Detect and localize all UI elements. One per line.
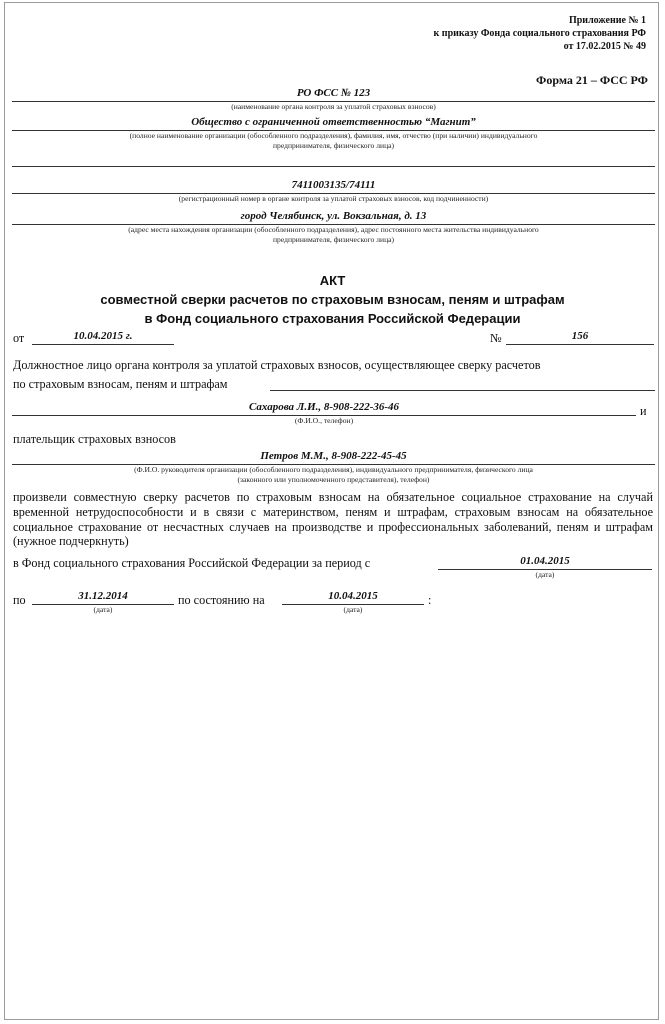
- period-colon: :: [428, 593, 432, 607]
- body-paragraph: произвели совместную сверку расчетов по страховым взносам на обязательное социальное страхование на случай временной нетрудоспособности и в связи с материнством, пеням и штрафам, страховым взносам на обязательное социальное страхование от несчастных случаев на производстве и профессиональных заболеваний, пеням и штрафам (нужное подчеркнуть): [13, 490, 653, 549]
- address-value: город Челябинск, ул. Вокзальная, д. 13: [240, 210, 427, 222]
- act-date-line: [32, 344, 174, 345]
- official-value: Сахарова Л.И., 8-908-222-36-46: [248, 401, 400, 413]
- official-and: и: [640, 404, 647, 418]
- period-from-date: 01.04.2015: [520, 555, 570, 567]
- act-date-value: 10.04.2015 г.: [73, 330, 133, 342]
- official-caption: (Ф.И.О., телефон): [294, 416, 354, 425]
- appendix-number: Приложение № 1: [568, 15, 646, 26]
- payer-caption: [12, 465, 655, 484]
- form-number: Форма 21 – ФСС РФ: [536, 73, 648, 87]
- payer-label: плательщик страховых взносов: [13, 432, 176, 446]
- period-label: в Фонд социального страхования Российской Федерации за период с: [13, 556, 371, 570]
- official-text-line1: Должностное лицо органа контроля за уплатой страховых взносов, осуществляющее сверку расчетов: [13, 358, 541, 372]
- payer-caption-line2: (законного или уполномоченного представителя), телефон): [237, 474, 430, 484]
- official-text-line2: по страховым взносам, пеням и штрафам: [13, 377, 228, 391]
- control-body-value: РО ФСС № 123: [296, 87, 371, 99]
- period-state-date: 10.04.2015: [328, 590, 378, 602]
- period-to-caption: (дата): [93, 605, 113, 614]
- act-number-label: №: [490, 331, 502, 345]
- act-number-line: [506, 344, 654, 345]
- act-title-line2: совместной сверки расчетов по страховым взносам, пеням и штрафам: [100, 292, 565, 307]
- reg-number-value: 7411003135/74111: [291, 179, 376, 191]
- order-reference: к приказу Фонда социального страхования РФ: [433, 28, 646, 39]
- organization-value: Общество с ограниченной ответственностью “Магнит”: [191, 116, 476, 128]
- control-body-caption: (наименование органа контроля за уплатой страховых взносов): [231, 102, 436, 111]
- organization-caption: [12, 131, 655, 150]
- period-from-caption: (дата): [535, 570, 555, 579]
- organization-caption-line2: предпринимателя, физического лица): [272, 140, 395, 150]
- organization-extra-line: [12, 166, 655, 167]
- act-title-line3: в Фонд социального страхования Российской Федерации: [144, 311, 521, 326]
- payer-caption-line1: (Ф.И.О. руководителя организации (обособленного подразделения), индивидуального предпринимателя, физического лица: [134, 465, 533, 474]
- address-caption-line1: (адрес места нахождения организации (обособленного подразделения), адрес постоянного места жительства индивидуального: [128, 225, 539, 234]
- reg-number-caption: (регистрационный номер в органе контроля за уплатой страховых взносов, код подчиненности): [178, 194, 489, 203]
- organization-caption-line1: (полное наименование организации (обособленного подразделения), фамилия, имя, отчество (при наличии) индивидуального: [129, 131, 538, 140]
- appendix-header: [246, 14, 646, 53]
- order-date: от 17.02.2015 № 49: [563, 41, 646, 52]
- address-caption: [12, 225, 655, 244]
- period-to-date: 31.12.2014: [78, 590, 128, 602]
- act-title: [0, 271, 665, 328]
- act-number-value: 156: [571, 330, 589, 342]
- official-text-line: [270, 390, 655, 391]
- act-from-label: от: [13, 331, 25, 345]
- period-to-label: по: [13, 593, 26, 607]
- period-state-label: по состоянию на: [178, 593, 265, 607]
- period-state-caption: (дата): [343, 605, 363, 614]
- payer-value: Петров М.М., 8-908-222-45-45: [260, 450, 407, 462]
- act-title-line1: АКТ: [319, 273, 346, 288]
- address-caption-line2: предпринимателя, физического лица): [272, 234, 395, 244]
